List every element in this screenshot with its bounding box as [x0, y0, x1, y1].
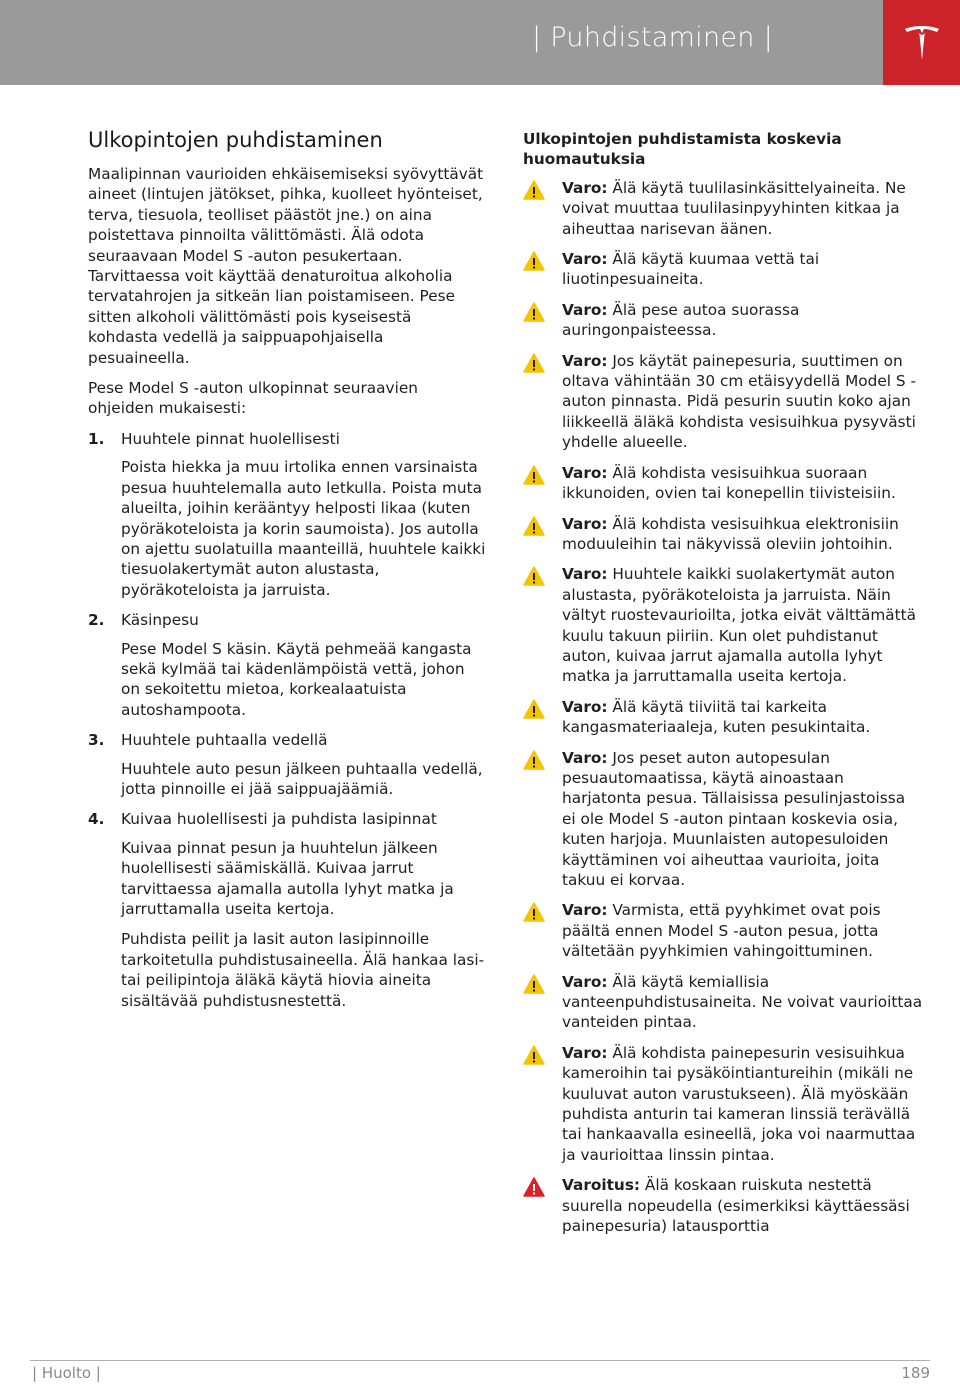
right-column — [523, 129, 923, 1247]
note-text — [562, 900, 923, 961]
note-body: Älä kohdista vesisuihkua elektronisiin moduuleihin tai näkyvissä oleviin johtoihin. — [562, 514, 899, 553]
note-text — [562, 748, 923, 891]
note-body: Älä käytä tiiviitä tai karkeita kangasmateriaaleja, kuten pesukintaita. — [562, 697, 871, 737]
note-label: Varo: — [562, 565, 608, 584]
caution-note — [523, 900, 923, 961]
note-label: Varo: — [562, 351, 608, 370]
caution-triangle-icon — [523, 564, 562, 590]
note-body: Älä käytä tuulilasinkäsittelyaineita. Ne voivat muuttaa tuulilasinpyyhinten kitkaa ja aiheuttaa narisevan äänen. — [562, 178, 906, 238]
step-number: 3. — [88, 731, 105, 750]
note-text — [562, 249, 923, 290]
caution-triangle-icon — [523, 748, 562, 774]
caution-triangle-icon — [523, 514, 562, 540]
step-item — [88, 809, 486, 829]
footer-section: | Huolto | — [32, 1364, 101, 1382]
note-body: Älä käytä kuumaa vettä tai liuotinpesuaineita. — [562, 250, 820, 289]
note-label: Varo: — [562, 972, 608, 991]
note-text — [562, 1043, 923, 1165]
caution-triangle-icon — [523, 178, 562, 204]
warning-note — [523, 1175, 923, 1236]
left-column — [88, 128, 486, 1021]
step-number: 1. — [88, 429, 105, 448]
caution-triangle-icon — [523, 249, 562, 275]
caution-triangle-icon — [523, 1043, 562, 1069]
tesla-logo-icon — [899, 20, 945, 66]
note-label: Varo: — [562, 748, 608, 767]
caution-note — [523, 463, 923, 504]
note-body: Jos peset auton autopesulan pesuautomaatissa, käytä ainoastaan harjatonta pesua. Tällaisissa pesulinjastoissa ei ole Model S -auton pintaan koskevia osia, kuten harjoja. Muunlaisten autopesuloiden käyttäminen voi aiheuttaa vaurioita, joita takuu ei korvaa. — [562, 748, 906, 889]
note-body: Älä koskaan ruiskuta nestettä suurella nopeudella (esimerkiksi käyttäessäsi painepesuria) latausporttia — [562, 1176, 910, 1236]
caution-triangle-icon — [523, 351, 562, 377]
step-title: Käsinpesu — [121, 611, 199, 630]
note-text — [562, 351, 923, 453]
intro-paragraph: Maalipinnan vaurioiden ehkäisemiseksi syövyttävät aineet (lintujen jätökset, pihka, kuolleet hyönteiset, terva, tiesuola, teolliset päästöt jne.) on aina poistettava pinnoilta välittömästi. Älä odota seuraavaan Model S -auton pesukertaan. Tarvittaessa voit käyttää denaturoitua alkoholia tervatahrojen ja sitkeän lian poistamiseen. Pese sitten alkoholi välittömästi pois kyseisestä kohdasta vedellä ja saippuapohjaisella pesuaineella. — [88, 165, 484, 367]
note-label: Varo: — [562, 697, 608, 716]
note-label: Varo: — [562, 300, 608, 319]
section-title: | Puhdistaminen | — [532, 22, 773, 53]
caution-note — [523, 1043, 923, 1165]
note-label: Varo: — [562, 463, 608, 482]
caution-note — [523, 351, 923, 453]
step-body: Pese Model S käsin. Käytä pehmeää kangasta sekä kylmää tai kädenlämpöistä vettä, johon on sekoitettu mietoa, korkealaatuista autoshampoota. — [121, 639, 472, 719]
note-body: Älä kohdista vesisuihkua suoraan ikkunoiden, ovien tai konepellin tiivisteisiin. — [562, 463, 896, 503]
brand-logo-box — [883, 0, 960, 85]
warning-triangle-icon — [523, 1175, 562, 1201]
note-label: Varo: — [562, 250, 608, 269]
footer-divider — [30, 1360, 930, 1361]
step-body: Puhdista peilit ja lasit auton lasipinnoille tarkoitetulla puhdistusaineella. Älä hankaa lasi- tai peilipintoja äläkä käytä hiovia aineita sisältävää puhdistusnestettä. — [121, 930, 485, 1010]
page-heading: Ulkopintojen puhdistaminen — [88, 128, 383, 152]
caution-triangle-icon — [523, 300, 562, 326]
page-number: 189 — [901, 1364, 930, 1382]
caution-triangle-icon — [523, 697, 562, 723]
note-body: Älä käytä kemiallisia vanteenpuhdistusaineita. Ne voivat vaurioittaa vanteiden pintaa. — [562, 972, 923, 1032]
caution-note — [523, 249, 923, 290]
note-body: Älä kohdista painepesurin vesisuihkua kameroihin tai pysäköintiantureihin (mikäli ne kuuluvat auton varustukseen). Älä myöskään puhdista anturin tai kameran linssiä terävällä tai hankaavalla esineellä, joka voi naarmuttaa ja vaurioittaa linssin pintaa. — [562, 1043, 916, 1164]
step-body: Kuivaa pinnat pesun ja huuhtelun jälkeen huolellisesti säämiskällä. Kuivaa jarrut tarvittaessa ajamalla autolla lyhyt matka ja jarruttamalla useita kertoja. — [121, 838, 454, 918]
step-body: Huuhtele auto pesun jälkeen puhtaalla vedellä, jotta pinnoille ei jää saippuajäämiä. — [121, 759, 483, 798]
caution-triangle-icon — [523, 900, 562, 926]
step-number: 2. — [88, 611, 105, 630]
page-header — [0, 0, 883, 85]
notes-list — [523, 178, 923, 1237]
step-number: 4. — [88, 810, 105, 829]
note-label: Varo: — [562, 178, 608, 197]
step-item — [88, 610, 486, 630]
note-text — [562, 463, 923, 504]
caution-note — [523, 300, 923, 341]
note-text — [562, 564, 923, 686]
notes-heading: Ulkopintojen puhdistamista koskevia huomautuksia — [523, 130, 842, 169]
caution-note — [523, 697, 923, 738]
note-body: Huuhtele kaikki suolakertymät auton alustasta, pyöräkoteloista ja jarruista. Näin vältyt ruostevaurioilta, jotka eivät välttämättä kuulu takuun piiriin. Kun olet puhdistanut auton, kuivaa jarrut ajamalla autolla lyhyt matka ja jarruttamalla useita kertoja. — [562, 565, 916, 686]
step-item — [88, 429, 486, 449]
note-label: Varo: — [562, 901, 608, 920]
note-text — [562, 300, 923, 341]
note-text — [562, 972, 923, 1033]
note-label: Varoitus: — [562, 1176, 641, 1195]
note-body: Jos käytät painepesuria, suuttimen on oltava vähintään 30 cm etäisyydellä Model S -auton pinnasta. Pidä pesurin suutin koko ajan liikkeellä äläkä kohdista vesisuihkua pysyvästi yhdelle alueelle. — [562, 351, 916, 452]
step-body: Poista hiekka ja muu irtolika ennen varsinaista pesua huuhtelemalla auto letkulla. Poista muta alueilta, joihin kerääntyy helposti likaa (kuten pyöräkoteloista ja korin saumoista). Jos autolla on ajettu suolatuilla maanteillä, huuhtele kaikki tiesuolakertymät auton alustasta, pyöräkoteloista ja jarruista. — [121, 458, 486, 599]
note-label: Varo: — [562, 1043, 608, 1062]
caution-note — [523, 178, 923, 239]
note-body: Varmista, että pyyhkimet ovat pois päältä ennen Model S -auton pesua, jotta vältetään pyyhkimien vahingoittuminen. — [562, 901, 881, 961]
step-title: Huuhtele pinnat huolellisesti — [121, 429, 340, 448]
caution-note — [523, 514, 923, 555]
step-item — [88, 730, 486, 750]
note-text — [562, 697, 923, 738]
caution-note — [523, 564, 923, 686]
step-title: Huuhtele puhtaalla vedellä — [121, 731, 328, 750]
lead-paragraph: Pese Model S -auton ulkopinnat seuraavien ohjeiden mukaisesti: — [88, 379, 418, 418]
caution-triangle-icon — [523, 972, 562, 998]
note-text — [562, 178, 923, 239]
note-body: Älä pese autoa suorassa auringonpaisteessa. — [562, 300, 800, 340]
caution-triangle-icon — [523, 463, 562, 489]
caution-note — [523, 748, 923, 891]
caution-note — [523, 972, 923, 1033]
note-label: Varo: — [562, 514, 608, 533]
step-title: Kuivaa huolellisesti ja puhdista lasipinnat — [121, 810, 437, 829]
note-text — [562, 514, 923, 555]
note-text — [562, 1175, 923, 1236]
